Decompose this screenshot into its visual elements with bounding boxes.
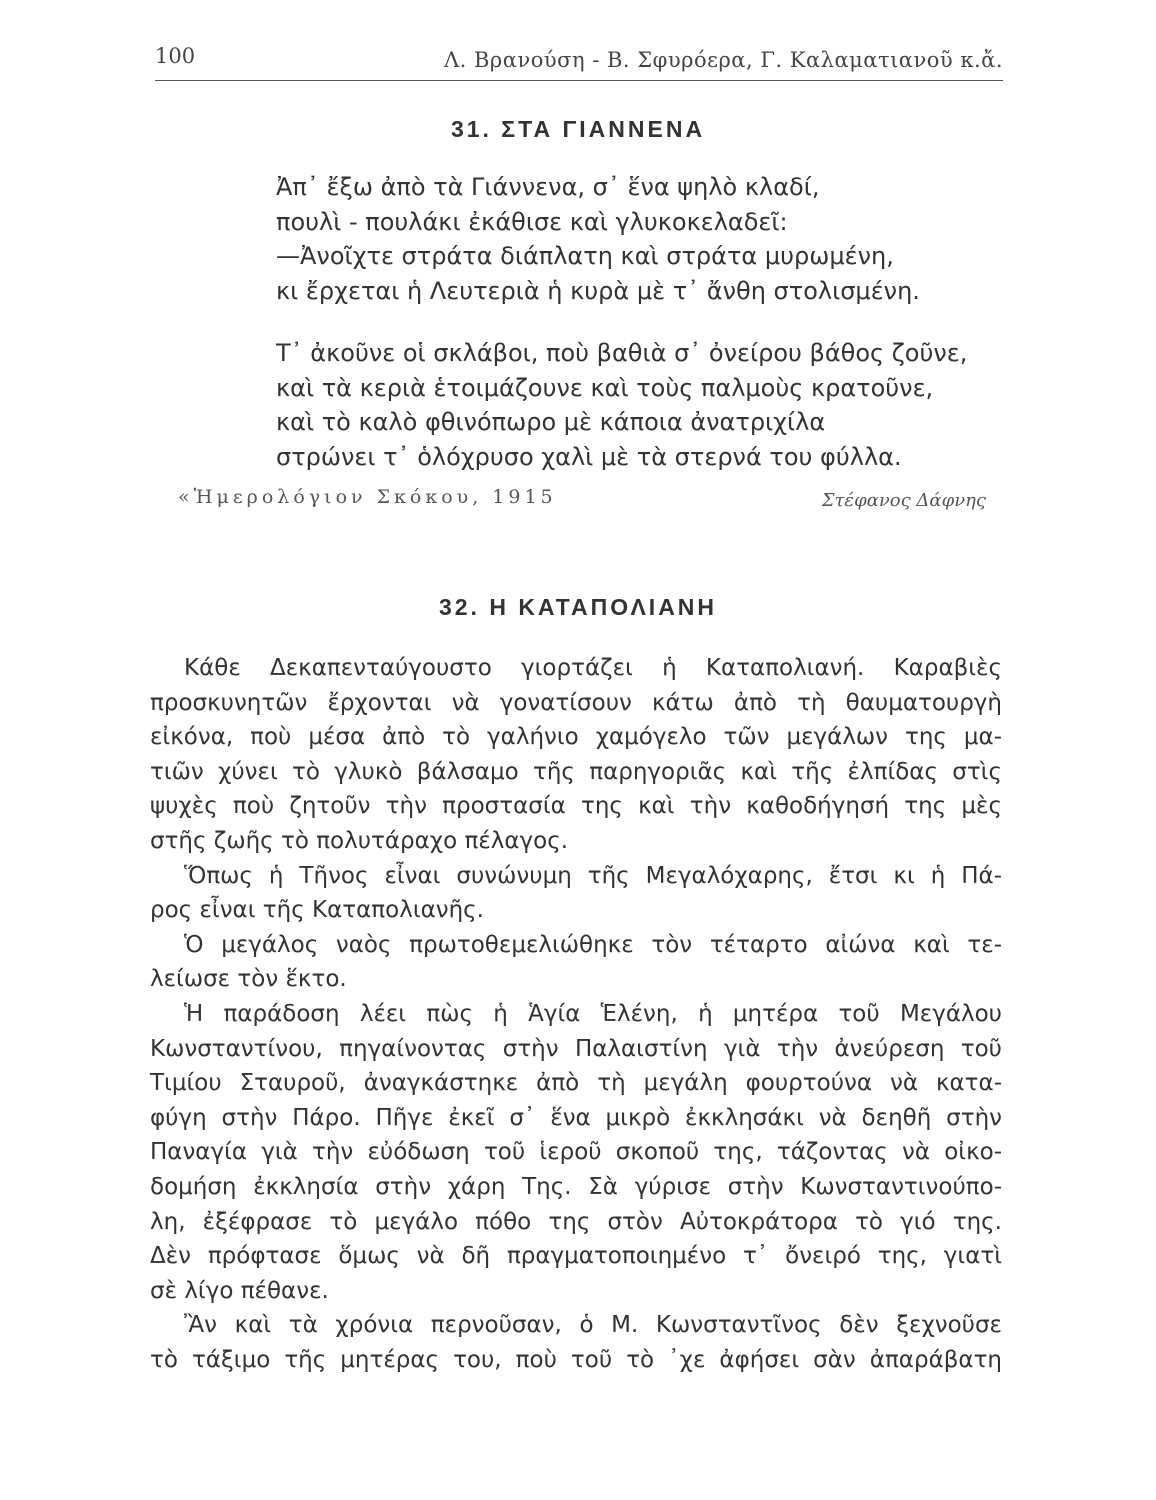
verse-line: πουλὶ - πουλάκι ἐκάθισε καὶ γλυκοκελαδεῖ: xyxy=(276,207,788,236)
prose-line: λη, ἐξέφρασε τὸ μεγάλο πόθο της στὸν Αὐτοκράτορα τὸ γιό της. xyxy=(150,1208,1002,1235)
article-body xyxy=(150,651,1002,1377)
running-title: Λ. Βρανούση - Β. Σφυρόερα, Γ. Καλαματιανοῦ κ.ἄ. xyxy=(443,48,1003,72)
verse-line: καὶ τὸ καλὸ φθινόπωρο μὲ κάποια ἀνατριχίλα xyxy=(276,408,826,436)
verse-line: καὶ τὰ κεριὰ ἑτοιμάζουνε καὶ τοὺς παλμοὺς κρατοῦνε, xyxy=(276,373,934,402)
prose-line: Ἂν καὶ τὰ χρόνια περνοῦσαν, ὁ Μ. Κωνσταντῖνος δὲν ξεχνοῦσε xyxy=(184,1312,1002,1339)
poem-source: «Ἡμερολόγιον Σκόκου, 1915 xyxy=(178,486,557,508)
prose-line: φύγη στὴν Πάρο. Πῆγε ἐκεῖ σ᾽ ἕνα μικρὸ ἐκκλησάκι νὰ δεηθῆ στὴν xyxy=(150,1104,1002,1131)
prose-line: τιῶν χύνει τὸ γλυκὸ βάλσαμο τῆς παρηγοριᾶς καὶ τῆς ἐλπίδας στὶς xyxy=(150,758,1002,785)
prose-line: προσκυνητῶν ἔρχονται νὰ γονατίσουν κάτω ἀπὸ τὴ θαυματουργὴ xyxy=(150,689,1002,716)
prose-line: Κάθε Δεκαπενταύγουστο γιορτάζει ἡ Καταπολιανή. Καραβιὲς xyxy=(184,655,1002,681)
prose-line: ρος εἶναι τῆς Καταπολιανῆς. xyxy=(150,897,484,924)
prose-line: στῆς ζωῆς τὸ πολυτάραχο πέλαγος. xyxy=(150,827,569,854)
prose-line: ψυχὲς ποὺ ζητοῦν τὴν προστασία της καὶ τὴν καθοδήγησή της μὲς xyxy=(150,793,1002,820)
poem-stanza-2 xyxy=(276,336,1006,474)
prose-line: τὸ τάξιμο τῆς μητέρας του, ποὺ τοῦ τὸ ᾽χε ἀφήσει σὰν ἀπαράβατη xyxy=(150,1346,1002,1373)
verse-line: Τ᾽ ἀκοῦνε οἱ σκλάβοι, ποὺ βαθιὰ σ᾽ ὀνείρου βάθος ζοῦνε, xyxy=(276,339,968,367)
prose-line: λείωσε τὸν ἕκτο. xyxy=(150,966,347,993)
article-title: 32. Η ΚΑΤΑΠΟΛΙΑΝΗ xyxy=(438,594,718,620)
prose-line: Ὅπως ἡ Τῆνος εἶναι συνώνυμη τῆς Μεγαλόχαρης, ἔτσι κι ἡ Πά- xyxy=(184,862,1002,889)
poem-title: 31. ΣΤΑ ΓΙΑΝΝΕΝΑ xyxy=(450,116,706,142)
poem-stanza-1 xyxy=(276,170,1006,308)
poem-author: Στέφανος Δάφνης xyxy=(821,490,986,511)
prose-line: Τιμίου Σταυροῦ, ἀναγκάστηκε ἀπὸ τὴ μεγάλη φουρτούνα νὰ κατα- xyxy=(150,1070,1002,1097)
verse-line: στρώνει τ᾽ ὁλόχρυσο χαλὶ μὲ τὰ στερνά του φύλλα. xyxy=(276,442,902,471)
page-header xyxy=(155,44,1003,81)
prose-line: Δὲν πρόφτασε ὅμως νὰ δῆ πραγματοποιημένο τ᾽ ὄνειρό της, γιατὶ xyxy=(150,1243,1002,1270)
prose-line: σὲ λίγο πέθανε. xyxy=(150,1277,329,1304)
prose-line: δομήση ἐκκλησία στὴν χάρη Της. Σὰ γύρισε στὴν Κωνσταντινούπο- xyxy=(150,1173,1002,1200)
prose-line: Παναγία γιὰ τὴν εὐόδωση τοῦ ἱεροῦ σκοποῦ της, τάζοντας νὰ οἰκο- xyxy=(150,1139,1002,1166)
prose-line: εἰκόνα, ποὺ μέσα ἀπὸ τὸ γαλήνιο χαμόγελο τῶν μεγάλων της μα- xyxy=(150,724,1002,751)
verse-line: Ἀπ᾽ ἔξω ἀπὸ τὰ Γιάννενα, σ᾽ ἕνα ψηλὸ κλαδί, xyxy=(276,173,820,201)
prose-line: Ἡ παράδοση λέει πὼς ἡ Ἁγία Ἑλένη, ἡ μητέρα τοῦ Μεγάλου xyxy=(184,1000,1002,1027)
prose-line: Ὁ μεγάλος ναὸς πρωτοθεμελιώθηκε τὸν τέταρτο αἰώνα καὶ τε- xyxy=(184,931,1002,958)
page-number: 100 xyxy=(155,44,196,68)
prose-line: Κωνσταντίνου, πηγαίνοντας στὴν Παλαιστίνη γιὰ τὴν ἀνεύρεση τοῦ xyxy=(150,1035,1002,1062)
verse-line: κι ἔρχεται ἡ Λευτεριὰ ἡ κυρὰ μὲ τ᾽ ἄνθη στολισμένη. xyxy=(276,276,920,305)
verse-line: —Ἀνοῖχτε στράτα διάπλατη καὶ στράτα μυρωμένη, xyxy=(276,242,894,270)
